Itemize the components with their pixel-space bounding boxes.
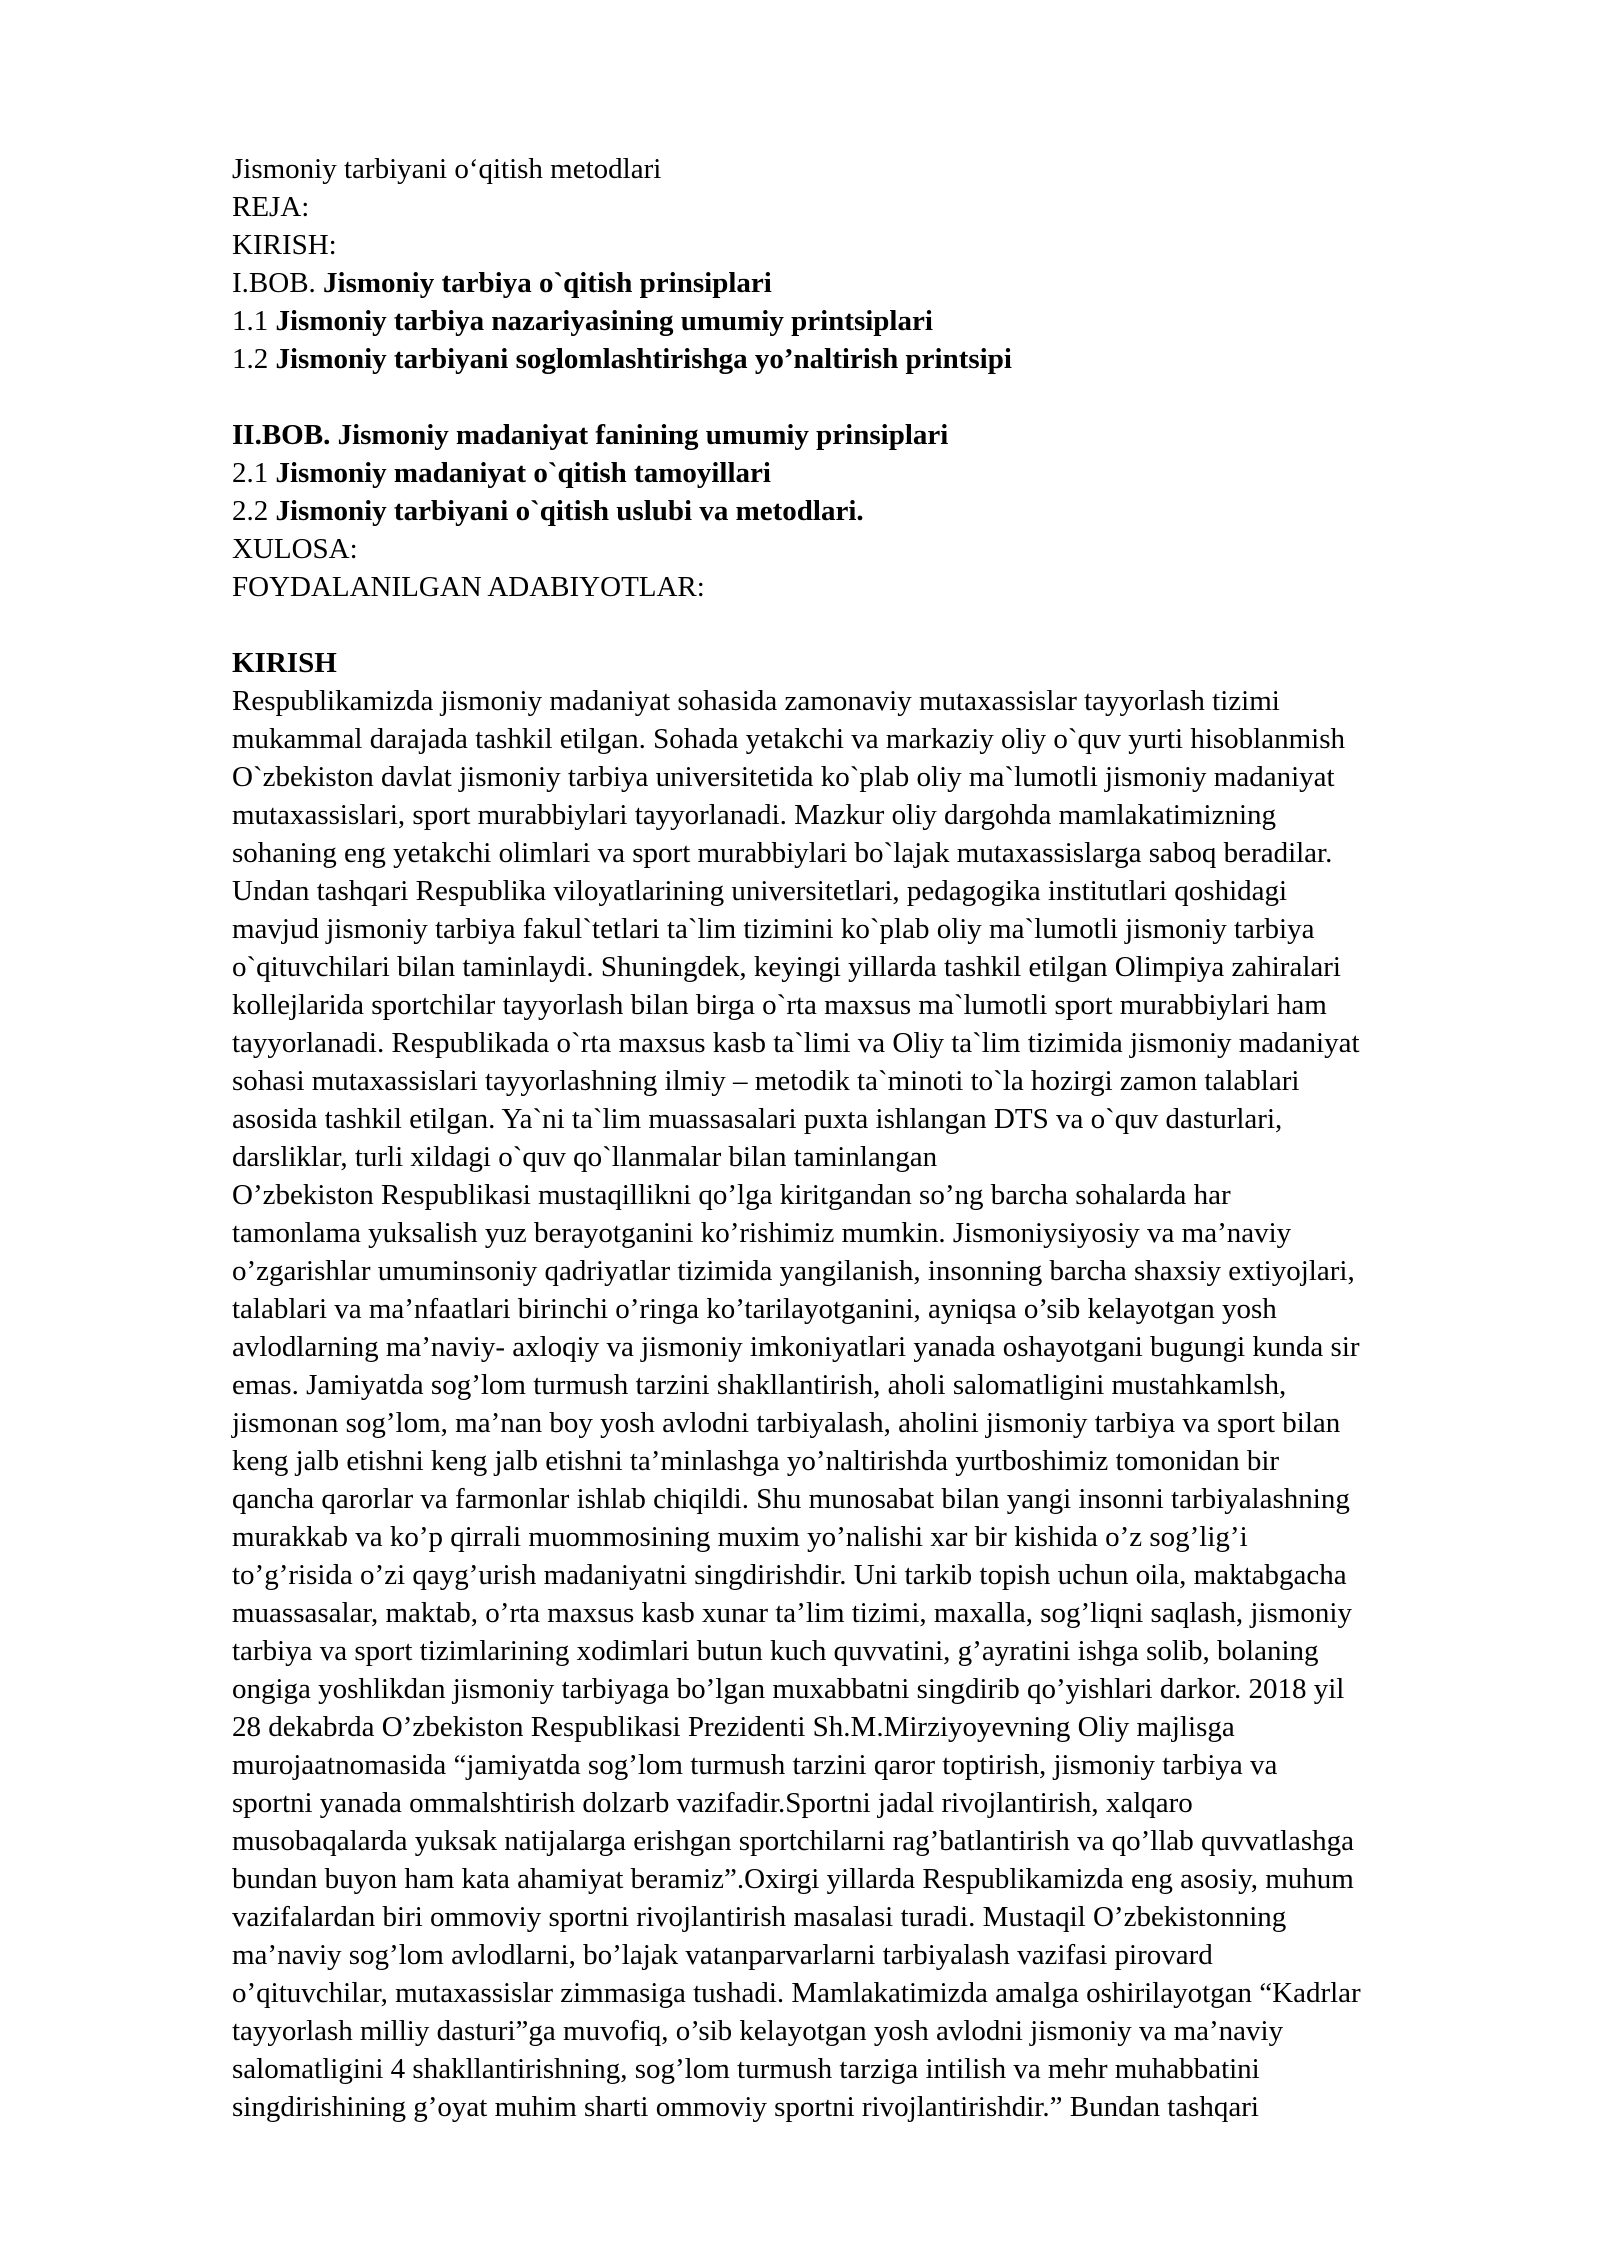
paragraph-line: murojaatnomasida “jamiyatda sog’lom turmush tarzini qaror toptirish, jismoniy tarbiya va xyxy=(232,1749,1278,1781)
section-1-1-number: 1.1 xyxy=(232,305,276,337)
chapter-1-title: Jismoniy tarbiya o`qitish prinsiplari xyxy=(323,267,772,299)
plan-label: REJA: xyxy=(232,191,310,223)
paragraph-line: singdirishining g’oyat muhim sharti ommoviy sportni rivojlantirishdir.” Bundan tashqari xyxy=(232,2091,1259,2123)
paragraph-line: O’zbekiston Respublikasi mustaqillikni qo’lga kiritgandan so’ng barcha sohalarda har xyxy=(232,1179,1231,1211)
intro-heading: KIRISH xyxy=(232,647,337,679)
paragraph-line: 28 dekabrda O’zbekiston Respublikasi Prezidenti Sh.M.Mirziyoyevning Oliy majlisga xyxy=(232,1711,1235,1743)
paragraph-line: asosida tashkil etilgan. Ya`ni ta`lim muassasalari puxta ishlangan DTS va o`quv dasturlari, xyxy=(232,1103,1283,1135)
paragraph-line: salomatligini 4 shakllantirishning, sog’lom turmush tarziga intilish va mehr muhabbatini xyxy=(232,2053,1260,2085)
section-2-2-number: 2.2 xyxy=(232,495,276,527)
paragraph-line: darsliklar, turli xildagi o`quv qo`llanmalar bilan taminlangan xyxy=(232,1141,938,1173)
paragraph-line: sohaning eng yetakchi olimlari va sport murabbiylari bo`lajak mutaxassislarga saboq beradilar. xyxy=(232,837,1333,869)
paragraph-line: bundan buyon ham kata ahamiyat beramiz”.Oxirgi yillarda Respublikamizda eng asosiy, muhum xyxy=(232,1863,1354,1895)
section-2-2-title: Jismoniy tarbiyani o`qitish uslubi va metodlari. xyxy=(275,495,864,527)
paragraph-line: ongiga yoshlikdan jismoniy tarbiyaga bo’lgan muxabbatni singdirib qo’yishlari darkor. 2018 yil xyxy=(232,1673,1345,1705)
paragraph-line: jismonan sog’lom, ma’nan boy yosh avlodni tarbiyalash, aholini jismoniy tarbiya va sport bilan xyxy=(232,1407,1341,1439)
paragraph-line: vazifalardan biri ommoviy sportni rivojlantirish masalasi turadi. Mustaqil O’zbekistonning xyxy=(232,1901,1287,1933)
paragraph-line: keng jalb etishni keng jalb etishni ta’minlashga yo’naltirishda yurtboshimiz tomonidan bir xyxy=(232,1445,1280,1477)
paragraph-line: mavjud jismoniy tarbiya fakul`tetlari ta`lim tizimini ko`plab oliy ma`lumotli jismoniy tarbiya xyxy=(232,913,1315,945)
paragraph-line: tayyorlash milliy dasturi”ga muvofiq, o’sib kelayotgan yosh avlodni jismoniy va ma’naviy xyxy=(232,2015,1284,2047)
paragraph-line: ma’naviy sog’lom avlodlarni, bo’lajak vatanparvarlarni tarbiyalash vazifasi pirovard xyxy=(232,1939,1213,1971)
paragraph-line: o`qituvchilari bilan taminlaydi. Shuningdek, keyingi yillarda tashkil etilgan Olimpiya zahiralari xyxy=(232,951,1341,983)
paragraph-line: muassasalar, maktab, o’rta maxsus kasb xunar ta’lim tizimi, maxalla, sog’liqni saqlash, jismoniy xyxy=(232,1597,1352,1629)
intro-label: KIRISH: xyxy=(232,229,337,261)
paragraph-line: Undan tashqari Respublika viloyatlarining universitetlari, pedagogika institutlari qoshidagi xyxy=(232,875,1288,907)
chapter-2-title: II.BOB. Jismoniy madaniyat fanining umumiy prinsiplari xyxy=(232,419,949,451)
section-2-1-line xyxy=(232,454,1540,492)
paragraph-line: o’qituvchilar, mutaxassislar zimmasiga tushadi. Mamlakatimizda amalga oshirilayotgan “Kadrlar xyxy=(232,1977,1361,2009)
paragraph-line: kollejlarida sportchilar tayyorlash bilan birga o`rta maxsus ma`lumotli sport murabbiylari ham xyxy=(232,989,1327,1021)
paragraph-line: O`zbekiston davlat jismoniy tarbiya universitetida ko`plab oliy ma`lumotli jismoniy madaniyat xyxy=(232,761,1335,793)
blank-line xyxy=(232,606,1540,644)
paragraph-line: mukammal darajada tashkil etilgan. Sohada yetakchi va markaziy oliy o`quv yurti hisoblanmish xyxy=(232,723,1345,755)
paragraph-line: o’zgarishlar umuminsoniy qadriyatlar tizimida yangilanish, insonning barcha shaxsiy extiyojlari, xyxy=(232,1255,1355,1287)
section-1-2-number: 1.2 xyxy=(232,343,276,375)
blank-line xyxy=(232,378,1540,416)
paragraph-line: musobaqalarda yuksak natijalarga erishgan sportchilarni rag’batlantirish va qo’llab quvvatlashga xyxy=(232,1825,1355,1857)
section-1-2-title: Jismoniy tarbiyani soglomlashtirishga yo’naltirish printsipi xyxy=(275,343,1012,375)
paragraph-line: mutaxassislari, sport murabbiylari tayyorlanadi. Mazkur oliy dargohda mamlakatimizning xyxy=(232,799,1277,831)
chapter-1-line xyxy=(232,264,1540,302)
section-2-1-number: 2.1 xyxy=(232,457,276,489)
paragraph-line: tamonlama yuksalish yuz berayotganini ko’rishimiz mumkin. Jismoniysiyosiy va ma’naviy xyxy=(232,1217,1292,1249)
references-label: FOYDALANILGAN ADABIYOTLAR: xyxy=(232,571,705,603)
paragraph-line: murakkab va ko’p qirrali muommosining muxim yo’nalishi xar bir kishida o’z sog’lig’i xyxy=(232,1521,1248,1553)
document-title: Jismoniy tarbiyani o‘qitish metodlari xyxy=(232,153,662,185)
paragraph-line: to’g’risida o’zi qayg’urish madaniyatni singdirishdir. Uni tarkib topish uchun oila, maktabgacha xyxy=(232,1559,1347,1591)
paragraph-2 xyxy=(232,1176,1540,2126)
chapter-1-prefix: I.BOB. xyxy=(232,267,324,299)
paragraph-line: talablari va ma’nfaatlari birinchi o’ringa ko’tarilayotganini, ayniqsa o’sib kelayotgan yosh xyxy=(232,1293,1277,1325)
paragraph-line: tarbiya va sport tizimlarining xodimlari butun kuch quvvatini, g’ayratini ishga solib, bolaning xyxy=(232,1635,1319,1667)
section-2-1-title: Jismoniy madaniyat o`qitish tamoyillari xyxy=(275,457,771,489)
paragraph-line: Respublikamizda jismoniy madaniyat sohasida zamonaviy mutaxassislar tayyorlash tizimi xyxy=(232,685,1280,717)
section-1-1-line xyxy=(232,302,1540,340)
paragraph-1 xyxy=(232,682,1540,1176)
paragraph-line: emas. Jamiyatda sog’lom turmush tarzini shakllantirish, aholi salomatligini mustahkamlsh, xyxy=(232,1369,1287,1401)
conclusion-label: XULOSA: xyxy=(232,533,358,565)
paragraph-line: avlodlarning ma’naviy- axloqiy va jismoniy imkoniyatlari yanada oshayotgani bugungi kunda sir xyxy=(232,1331,1360,1363)
paragraph-line: tayyorlanadi. Respublikada o`rta maxsus kasb ta`limi va Oliy ta`lim tizimida jismoniy madaniyat xyxy=(232,1027,1360,1059)
paragraph-line: sportni yanada ommalshtirish dolzarb vazifadir.Sportni jadal rivojlantirish, xalqaro xyxy=(232,1787,1193,1819)
section-1-2-line xyxy=(232,340,1540,378)
section-2-2-line xyxy=(232,492,1540,530)
section-1-1-title: Jismoniy tarbiya nazariyasining umumiy printsiplari xyxy=(275,305,933,337)
paragraph-line: sohasi mutaxassislari tayyorlashning ilmiy – metodik ta`minoti to`la hozirgi zamon talablari xyxy=(232,1065,1300,1097)
paragraph-line: qancha qarorlar va farmonlar ishlab chiqildi. Shu munosabat bilan yangi insonni tarbiyalashning xyxy=(232,1483,1350,1515)
